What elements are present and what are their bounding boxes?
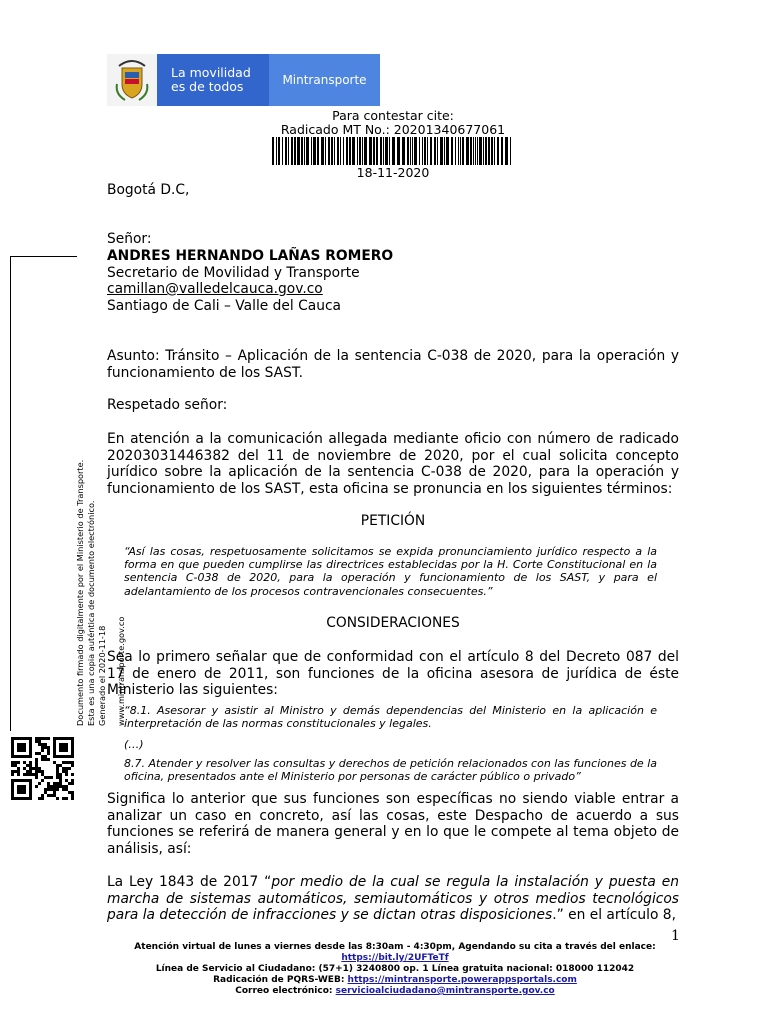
logo-slogan-line2: es de todos [171, 79, 244, 94]
recipient-email-line [107, 281, 679, 298]
footer-appointment-link[interactable]: https://bit.ly/2UFTeTf [341, 953, 449, 963]
salutation-title: Señor: [107, 231, 152, 247]
recipient-name: ANDRES HERNANDO LAÑAS ROMERO [107, 248, 394, 264]
signature-line-3: Generado el 2020-11-18 [97, 625, 107, 726]
ministry-logo [107, 54, 380, 106]
recipient-role: Secretario de Movilidad y Transporte [107, 265, 360, 281]
subject-line: Asunto: Tránsito – Aplicación de la sentencia C-038 de 2020, para la operación y funcionamiento de los SAST. [107, 348, 679, 381]
logo-slogan-line1: La movilidad [171, 65, 251, 80]
quote-ellipsis: (…) [124, 738, 144, 751]
considerations-heading: CONSIDERACIONES [326, 615, 460, 631]
greeting: Respetado señor: [107, 397, 228, 413]
footer-pqrs-link[interactable]: https://mintransporte.powerappsportals.com [347, 975, 577, 985]
considerations-paragraph-2: Significa lo anterior que sus funciones son específicas no siendo viable entrar a analizar un caso en concreto, así las cosas, este Despacho de acuerdo a sus funciones se referirá de manera general y en lo que le compete al tema objeto de análisis, así: [107, 791, 679, 857]
recipient-email-link[interactable]: camillan@valledelcauca.gov.co [107, 281, 323, 297]
barcode [272, 137, 514, 165]
logo-brand: Mintransporte [269, 54, 380, 106]
law-title: por medio de la cual se regula la instalación y puesta en marcha de sistemas automáticos, semiautomáticos y otros medios tecnológicos para la detección de infracciones y se dictan otras disposiciones [107, 874, 679, 923]
footer-pqrs-label: Radicación de PQRS-WEB: [213, 975, 348, 985]
footer-hours: Atención virtual de lunes a viernes desde las 8:30am - 4:30pm, Agendando su cita a través del enlace: [134, 942, 656, 952]
coat-of-arms-icon [107, 54, 157, 106]
law-suffix: .” en el artículo 8, [552, 907, 676, 923]
signature-line-1: Documento firmado digitalmente por el Ministerio de Transporte. [75, 459, 85, 726]
law-prefix: La Ley 1843 de 2017 “ [107, 874, 272, 890]
recipient-city: Santiago de Cali – Valle del Cauca [107, 298, 341, 314]
quote-function-8-7: 8.7. Atender y resolver las consultas y derechos de petición relacionados con las funciones de la oficina, presentados ante el Ministerio por personas de carácter público o privado” [124, 757, 657, 784]
logo-slogan [157, 54, 269, 106]
signature-line-2: Esta es una copia auténtica de documento electrónico. [86, 500, 96, 726]
cite-label: Para contestar cite: [332, 108, 454, 123]
footer-email-link[interactable]: servicioalciudadano@mintransporte.gov.co [335, 986, 555, 996]
city-line: Bogotá D.C, [107, 182, 190, 198]
radicado-number: Radicado MT No.: 20201340677061 [280, 122, 506, 137]
page-number: 1 [671, 928, 680, 944]
considerations-paragraph-1: Sea lo primero señalar que de conformidad con el artículo 8 del Decreto 087 del 17 de enero de 2011, son funciones de la oficina asesora de jurídica de éste Ministerio las siguientes: [107, 649, 679, 698]
digital-signature-box [10, 256, 126, 731]
intro-paragraph: En atención a la comunicación allegada mediante oficio con número de radicado 20203031446382 del 11 de noviembre de 2020, por el cual solicita concepto jurídico sobre la aplicación de la sentencia C-038 de 2020, para la operación y funcionamiento de los SAST, esta oficina se pronuncia en los siguientes términos: [107, 431, 679, 497]
footer-phone-lines: Línea de Servicio al Ciudadano: (57+1) 3240800 op. 1 Línea gratuita nacional: 018000 112042 [155, 964, 635, 974]
petition-quote: “Así las cosas, respetuosamente solicitamos se expida pronunciamiento jurídico respecto a la forma en que pueden cumplirse las directrices establecidas por la H. Corte Constitucional en la sentencia C-038 de 2020, para la operación y funcionamiento de los SAST, y para el adelantamiento de los procesos contravencionales consecuentes.” [124, 545, 657, 598]
signature-website: www.mintransporte.gov.co [116, 616, 126, 726]
digital-signature-text [75, 266, 127, 726]
quote-function-8-1: “8.1. Asesorar y asistir al Ministro y demás dependencias del Ministerio en la aplicación e interpretación de las normas constitucionales y legales. [124, 704, 657, 731]
qr-code [11, 737, 74, 800]
qr-code-image [11, 737, 74, 800]
barcode-image [272, 137, 514, 165]
footer [100, 942, 690, 997]
petition-heading: PETICIÓN [360, 513, 426, 529]
document-date: 18-11-2020 [356, 165, 430, 180]
law-paragraph [107, 874, 679, 924]
footer-email-label: Correo electrónico: [235, 986, 336, 996]
